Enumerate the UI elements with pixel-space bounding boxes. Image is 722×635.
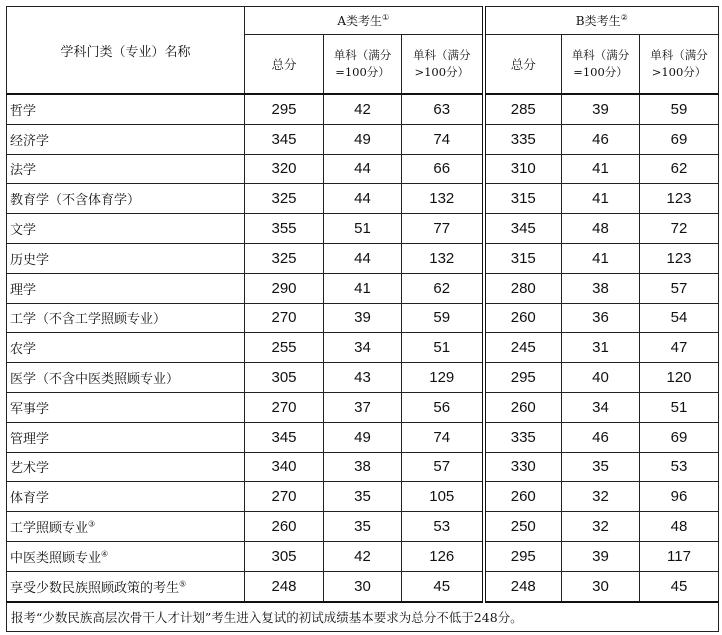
discipline-name-cell: 中医类照顾专业④ [7, 541, 245, 571]
b-single-gt100-cell: 47 [640, 333, 719, 363]
b-single-gt100-cell: 117 [640, 541, 719, 571]
b-single-le100-cell: 30 [562, 571, 640, 601]
discipline-name-cell: 医学（不含中医类照顾专业） [7, 363, 245, 393]
discipline-name-cell: 管理学 [7, 422, 245, 452]
footnote-mark: ① [382, 13, 390, 22]
a-single-gt100-cell: 74 [402, 422, 484, 452]
table-row [7, 422, 719, 452]
a-single-gt100-cell: 66 [402, 154, 484, 184]
table-row [7, 482, 719, 512]
b-single-le100-cell: 32 [562, 512, 640, 542]
b-single-gt100-cell: 59 [640, 94, 719, 124]
a-total-cell: 305 [245, 541, 324, 571]
b-single-le100-header: 单科（满分=100分） [562, 35, 640, 95]
a-single-le100-cell: 35 [324, 512, 402, 542]
b-total-cell: 285 [484, 94, 562, 124]
a-single-gt100-cell: 126 [402, 541, 484, 571]
b-total-cell: 335 [484, 422, 562, 452]
b-single-le100-cell: 38 [562, 273, 640, 303]
footnote-mark: ③ [88, 519, 96, 529]
a-single-gt100-cell: 57 [402, 452, 484, 482]
b-single-le100-cell: 32 [562, 482, 640, 512]
b-total-cell: 260 [484, 482, 562, 512]
discipline-name-cell: 经济学 [7, 124, 245, 154]
discipline-name-cell: 军事学 [7, 392, 245, 422]
a-total-cell: 345 [245, 422, 324, 452]
footnote-mark: ② [620, 13, 628, 22]
b-total-cell: 310 [484, 154, 562, 184]
a-total-cell: 305 [245, 363, 324, 393]
a-single-le100-cell: 37 [324, 392, 402, 422]
b-single-gt100-cell: 48 [640, 512, 719, 542]
discipline-name-cell: 工学（不含工学照顾专业） [7, 303, 245, 333]
a-single-gt100-cell: 51 [402, 333, 484, 363]
b-total-cell: 330 [484, 452, 562, 482]
b-total-cell: 335 [484, 124, 562, 154]
a-single-le100-cell: 38 [324, 452, 402, 482]
a-single-gt100-cell: 129 [402, 363, 484, 393]
discipline-name-cell: 享受少数民族照顾政策的考生⑤ [7, 571, 245, 601]
a-single-le100-cell: 34 [324, 333, 402, 363]
a-single-gt100-cell: 132 [402, 184, 484, 214]
table-body [7, 94, 719, 602]
b-single-gt100-cell: 51 [640, 392, 719, 422]
a-single-le100-cell: 42 [324, 541, 402, 571]
b-total-cell: 248 [484, 571, 562, 601]
b-single-le100-cell: 41 [562, 184, 640, 214]
b-total-cell: 295 [484, 541, 562, 571]
b-total-header: 总分 [484, 35, 562, 95]
a-total-cell: 325 [245, 243, 324, 273]
a-single-le100-cell: 39 [324, 303, 402, 333]
a-single-gt100-cell: 62 [402, 273, 484, 303]
a-single-le100-cell: 44 [324, 154, 402, 184]
table-row [7, 243, 719, 273]
table-row [7, 124, 719, 154]
discipline-name-cell: 哲学 [7, 94, 245, 124]
a-single-gt100-cell: 53 [402, 512, 484, 542]
a-total-cell: 355 [245, 214, 324, 244]
discipline-name-cell: 农学 [7, 333, 245, 363]
b-single-gt100-cell: 120 [640, 363, 719, 393]
b-single-le100-cell: 39 [562, 541, 640, 571]
b-total-cell: 280 [484, 273, 562, 303]
b-single-gt100-cell: 96 [640, 482, 719, 512]
b-single-gt100-cell: 57 [640, 273, 719, 303]
b-total-cell: 260 [484, 392, 562, 422]
a-total-cell: 270 [245, 392, 324, 422]
discipline-name-cell: 教育学（不含体育学） [7, 184, 245, 214]
b-single-le100-cell: 39 [562, 94, 640, 124]
a-total-cell: 325 [245, 184, 324, 214]
a-single-le100-header: 单科（满分=100分） [324, 35, 402, 95]
b-single-le100-cell: 40 [562, 363, 640, 393]
b-single-le100-cell: 48 [562, 214, 640, 244]
table-row [7, 392, 719, 422]
table-row [7, 184, 719, 214]
b-single-le100-cell: 31 [562, 333, 640, 363]
b-single-gt100-header: 单科（满分>100分） [640, 35, 719, 95]
b-single-gt100-cell: 69 [640, 124, 719, 154]
b-total-cell: 315 [484, 184, 562, 214]
a-single-le100-cell: 49 [324, 124, 402, 154]
group-a-header: A类考生① [245, 7, 484, 35]
discipline-name-cell: 历史学 [7, 243, 245, 273]
a-total-cell: 345 [245, 124, 324, 154]
a-total-header: 总分 [245, 35, 324, 95]
table-row [7, 363, 719, 393]
a-single-gt100-cell: 105 [402, 482, 484, 512]
table-row [7, 154, 719, 184]
b-single-gt100-cell: 54 [640, 303, 719, 333]
b-single-le100-cell: 34 [562, 392, 640, 422]
a-total-cell: 270 [245, 482, 324, 512]
table-row [7, 303, 719, 333]
table-row [7, 541, 719, 571]
a-single-le100-cell: 51 [324, 214, 402, 244]
a-single-le100-cell: 44 [324, 243, 402, 273]
a-total-cell: 248 [245, 571, 324, 601]
a-single-le100-cell: 44 [324, 184, 402, 214]
b-single-gt100-cell: 62 [640, 154, 719, 184]
b-single-le100-cell: 46 [562, 422, 640, 452]
a-single-gt100-cell: 56 [402, 392, 484, 422]
b-total-cell: 260 [484, 303, 562, 333]
a-total-cell: 255 [245, 333, 324, 363]
a-total-cell: 270 [245, 303, 324, 333]
discipline-header: 学科门类（专业）名称 [7, 7, 245, 95]
a-single-le100-cell: 41 [324, 273, 402, 303]
discipline-name-cell: 理学 [7, 273, 245, 303]
b-single-gt100-cell: 72 [640, 214, 719, 244]
discipline-name-cell: 艺术学 [7, 452, 245, 482]
a-single-gt100-cell: 74 [402, 124, 484, 154]
b-single-gt100-cell: 123 [640, 243, 719, 273]
table-row [7, 571, 719, 601]
a-single-le100-cell: 49 [324, 422, 402, 452]
table-row [7, 214, 719, 244]
b-single-gt100-cell: 53 [640, 452, 719, 482]
discipline-name-cell: 体育学 [7, 482, 245, 512]
a-single-gt100-cell: 77 [402, 214, 484, 244]
b-single-le100-cell: 41 [562, 154, 640, 184]
a-single-le100-cell: 30 [324, 571, 402, 601]
table-row [7, 333, 719, 363]
b-single-le100-cell: 36 [562, 303, 640, 333]
b-single-le100-cell: 35 [562, 452, 640, 482]
discipline-name-cell: 文学 [7, 214, 245, 244]
a-total-cell: 260 [245, 512, 324, 542]
table-row [7, 94, 719, 124]
b-single-gt100-cell: 123 [640, 184, 719, 214]
b-total-cell: 315 [484, 243, 562, 273]
score-requirements-table [6, 6, 719, 632]
discipline-name-cell: 工学照顾专业③ [7, 512, 245, 542]
b-single-le100-cell: 46 [562, 124, 640, 154]
b-single-le100-cell: 41 [562, 243, 640, 273]
a-total-cell: 320 [245, 154, 324, 184]
footer-note: 报考“少数民族高层次骨干人才计划”考生进入复试的初试成绩基本要求为总分不低于248分。 [7, 602, 719, 632]
footnote-mark: ④ [101, 549, 109, 559]
table-row [7, 273, 719, 303]
table-row [7, 512, 719, 542]
b-total-cell: 345 [484, 214, 562, 244]
a-single-gt100-cell: 132 [402, 243, 484, 273]
a-single-gt100-cell: 63 [402, 94, 484, 124]
a-single-le100-cell: 42 [324, 94, 402, 124]
b-total-cell: 295 [484, 363, 562, 393]
a-total-cell: 295 [245, 94, 324, 124]
a-single-le100-cell: 43 [324, 363, 402, 393]
group-b-header: B类考生② [484, 7, 719, 35]
discipline-name-cell: 法学 [7, 154, 245, 184]
a-single-gt100-cell: 45 [402, 571, 484, 601]
a-total-cell: 340 [245, 452, 324, 482]
a-single-gt100-header: 单科（满分>100分） [402, 35, 484, 95]
score-table-container [6, 6, 719, 632]
b-single-gt100-cell: 45 [640, 571, 719, 601]
b-total-cell: 245 [484, 333, 562, 363]
a-single-le100-cell: 35 [324, 482, 402, 512]
b-total-cell: 250 [484, 512, 562, 542]
footnote-mark: ⑤ [179, 579, 187, 589]
table-row [7, 452, 719, 482]
a-single-gt100-cell: 59 [402, 303, 484, 333]
a-total-cell: 290 [245, 273, 324, 303]
b-single-gt100-cell: 69 [640, 422, 719, 452]
